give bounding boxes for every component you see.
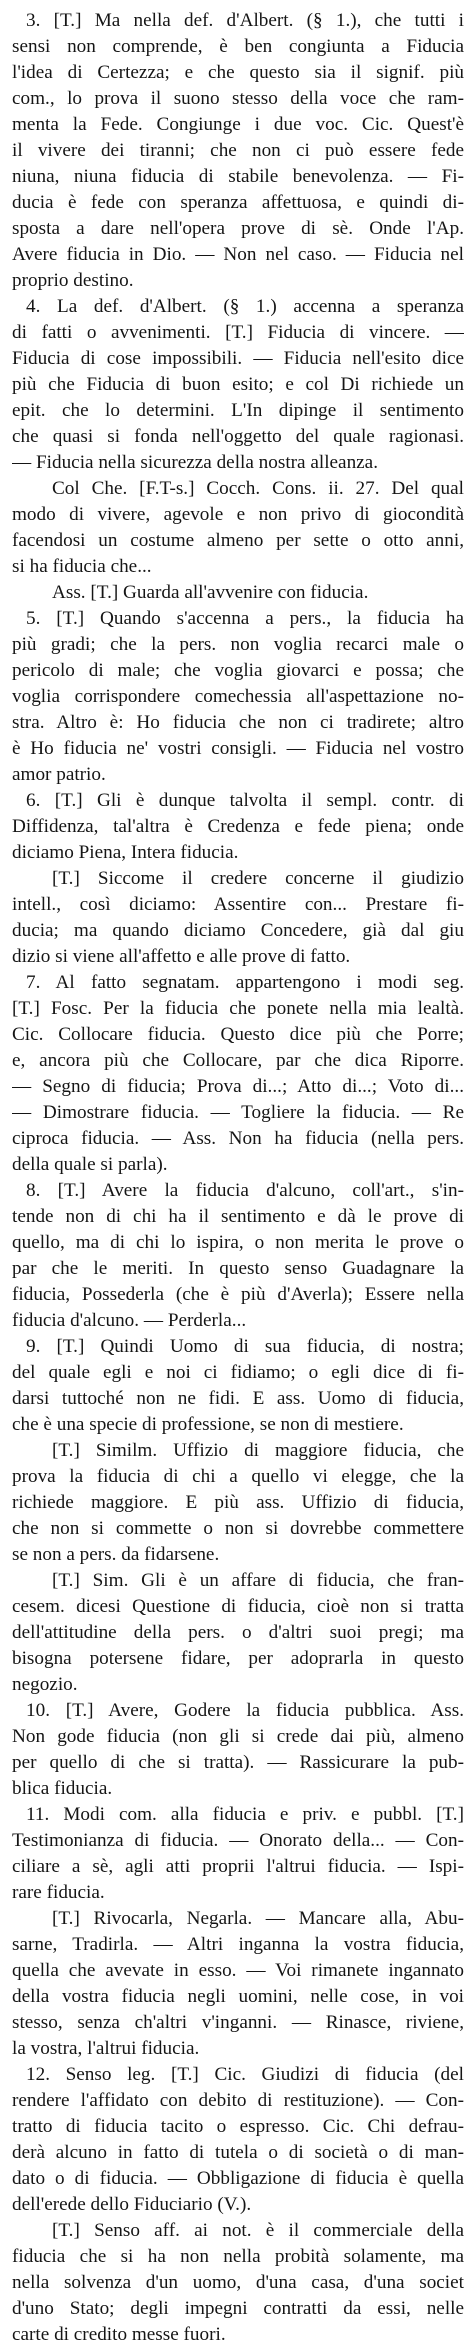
- text-line: è Ho fiducia ne' vostri consigli. — Fiducia nel vostro: [12, 738, 464, 759]
- text-line: più che Fiducia di buon esito; e col Di richiede un: [12, 374, 464, 395]
- text-line: 6. [T.] Gli è dunque talvolta il sempl. contr. di: [26, 790, 464, 811]
- text-line: quello, ma di chi lo ispira, o non merita le prove o: [12, 1232, 464, 1253]
- text-line: proprio destino.: [12, 270, 134, 291]
- text-line: ciproca fiducia. — Ass. Non ha fiducia (nella pers.: [12, 1128, 464, 1149]
- text-line: tratto di fiducia tacito o espresso. Cic. Chi defrau-: [12, 2116, 464, 2137]
- text-line: dell'attitudine della pers. o d'altri suoi pregi; ma: [12, 1622, 464, 1643]
- text-line: 7. Al fatto segnatam. appartengono i modi seg.: [26, 972, 464, 993]
- text-line: [T.] Sim. Gli è un affare di fiducia, che fran-: [52, 1570, 464, 1591]
- text-line: — Dimostrare fiducia. — Togliere la fiducia. — Re: [12, 1102, 464, 1123]
- text-line: per quello di che si tratta). — Rassicurare la pub-: [12, 1752, 464, 1773]
- text-line: dato o di fiducia. — Obbligazione di fiducia è quella: [12, 2168, 464, 2189]
- text-line: che non si commette o non si dovrebbe commettere: [12, 1518, 464, 1539]
- text-line: Diffidenza, tal'altra è Credenza e fede piena; onde: [12, 816, 464, 837]
- text-line: stesso, senza ch'altri v'inganni. — Rinasce, riviene,: [12, 2012, 464, 2033]
- text-line: l'idea di Certezza; e che questo sia il signif. più: [12, 62, 464, 83]
- text-line: la vostra, l'altrui fiducia.: [12, 2038, 200, 2059]
- text-line: amor patrio.: [12, 764, 106, 785]
- text-line: quella che avevate in esso. — Voi rimanete ingannato: [12, 1960, 464, 1981]
- text-line: 8. [T.] Avere la fiducia d'alcuno, coll'art., s'in-: [26, 1180, 464, 1201]
- text-line: 4. La def. d'Albert. (§ 1.) accenna a speranza: [26, 296, 464, 317]
- text-line: rendere l'affidato con debito di restituzione). — Con-: [12, 2090, 464, 2111]
- text-line: [T.] Siccome il credere concerne il giudizio: [52, 868, 464, 889]
- text-line: 11. Modi com. alla fiducia e priv. e pubbl. [T.]: [26, 1804, 464, 1825]
- text-line: bisogna potersene fidare, per adoprarla in questo: [12, 1648, 464, 1669]
- text-line: [T.] Rivocarla, Negarla. — Mancare alla, Abu-: [52, 1908, 464, 1929]
- text-line: Fiducia di cose impossibili. — Fiducia nell'esito dice: [12, 348, 464, 369]
- text-line: 9. [T.] Quindi Uomo di sua fiducia, di nostra;: [26, 1336, 464, 1357]
- text-line: sarne, Tradirla. — Altri inganna la vostra fiducia,: [12, 1934, 464, 1955]
- text-line: negozio.: [12, 1674, 78, 1695]
- text-line: rare fiducia.: [12, 1882, 105, 1903]
- text-line: Testimonianza di fiducia. — Onorato della... — Con-: [12, 1830, 464, 1851]
- text-line: sensi non comprende, è ben congiunta a Fiducia: [12, 36, 464, 57]
- text-line: fiducia d'alcuno. — Perderla...: [12, 1310, 247, 1331]
- text-line: si ha fiducia che...: [12, 556, 152, 577]
- text-line: [T.] Fosc. Per la fiducia che ponete nella mia lealtà.: [12, 998, 464, 1019]
- text-line: del quale egli e noi ci fidiamo; o egli dice di fi-: [12, 1362, 464, 1383]
- text-line: sposta a dare nell'opera prove di sè. Onde l'Ap.: [12, 218, 464, 239]
- text-line: intell., così diciamo: Assentire con... Prestare fi-: [12, 894, 464, 915]
- text-line: diciamo Piena, Intera fiducia.: [12, 842, 239, 863]
- text-line: cesem. dicesi Questione di fiducia, cioè non si tratta: [12, 1596, 464, 1617]
- text-line: derà alcuno in fatto di tutela o di società o di man-: [12, 2142, 464, 2163]
- text-line: fiducia, Possederla (che è più d'Averla); Essere nella: [12, 1284, 464, 1305]
- text-line: — Segno di fiducia; Prova di...; Atto di...; Voto di...: [12, 1076, 464, 1097]
- text-line: menta la Fede. Congiunge i due voc. Cic. Quest'è: [12, 114, 464, 135]
- text-line: richiede maggiore. E più ass. Uffizio di fiducia,: [12, 1492, 464, 1513]
- text-line: facendosi un costume almeno per sette o otto anni,: [12, 530, 464, 551]
- text-line: stra. Altro è: Ho fiducia che non ci tradirete; altro: [12, 712, 464, 733]
- text-line: — Fiducia nella sicurezza della nostra alleanza.: [12, 452, 378, 473]
- text-line: 5. [T.] Quando s'accenna a pers., la fiducia ha: [26, 608, 464, 629]
- text-line: ducia è fede con speranza affettuosa, e quindi di-: [12, 192, 464, 213]
- text-line: Ass. [T.] Guarda all'avvenire con fiducia.: [52, 582, 369, 603]
- text-line: se non a pers. da fidarsene.: [12, 1544, 220, 1565]
- text-line: e, ancora più che Collocare, par che dica Riporre.: [12, 1050, 464, 1071]
- text-line: pericolo di male; che voglia giovarci e possa; che: [12, 660, 464, 681]
- text-line: Avere fiducia in Dio. — Non nel caso. — Fiducia nel: [12, 244, 464, 265]
- text-line: 12. Senso leg. [T.] Cic. Giudizi di fiducia (del: [26, 2064, 464, 2085]
- text-line: [T.] Similm. Uffizio di maggiore fiducia, che: [52, 1440, 464, 1461]
- text-line: com., lo prova il suono stesso della voce che ram-: [12, 88, 464, 109]
- text-line: della vostra fiducia negli uomini, nelle cose, in voi: [12, 1986, 464, 2007]
- text-line: ciliare a sè, agli atti proprii l'altrui fiducia. — Ispi-: [12, 1856, 464, 1877]
- text-line: fiducia che si ha non nella probità solamente, ma: [12, 2246, 464, 2267]
- text-line: il vivere dei tiranni; che non ci può essere fede: [12, 140, 464, 161]
- text-line: modo di vivere, agevole e non privo di giocondità: [12, 504, 464, 525]
- text-line: prova la fiducia di chi a quello vi elegge, che la: [12, 1466, 464, 1487]
- text-line: di fatti o avvenimenti. [T.] Fiducia di vincere. —: [12, 322, 464, 343]
- text-line: [T.] Senso aff. ai not. è il commerciale della: [52, 2220, 464, 2241]
- text-line: nella solvenza d'un uomo, d'una casa, d'una societ: [12, 2272, 464, 2293]
- text-line: 3. [T.] Ma nella def. d'Albert. (§ 1.), che tutti i: [26, 10, 464, 31]
- text-line: epit. che lo determini. L'In dipinge il sentimento: [12, 400, 464, 421]
- text-line: dell'erede dello Fiduciario (V.).: [12, 2194, 252, 2215]
- text-line: darsi tuttoché non ne fidi. E ass. Uomo di fiducia,: [12, 1388, 464, 1409]
- text-line: niuna, niuna fiducia di stabile benevolenza. — Fi-: [12, 166, 464, 187]
- text-line: che quasi si fonda nell'oggetto del quale ragionasi.: [12, 426, 464, 447]
- text-line: voglia corrispondere comechessia all'aspettazione no-: [12, 686, 464, 707]
- text-line: ducia; ma quando diciamo Concedere, già dal giu: [12, 920, 464, 941]
- text-line: par che le meriti. In questo senso Guadagnare la: [12, 1258, 464, 1279]
- text-line: blica fiducia.: [12, 1778, 113, 1799]
- text-line: Non gode fiducia (non gli si crede dai più, almeno: [12, 1726, 464, 1747]
- text-line: che è una specie di professione, se non di mestiere.: [12, 1414, 404, 1435]
- text-line: più gradi; che la pers. non voglia recarci male o: [12, 634, 464, 655]
- text-line: della quale si parla).: [12, 1154, 168, 1175]
- text-line: 10. [T.] Avere, Godere la fiducia pubblica. Ass.: [26, 1700, 464, 1721]
- text-line: tende non di chi ha il sentimento e dà le prove di: [12, 1206, 464, 1227]
- text-line: Cic. Collocare fiducia. Questo dice più che Porre;: [12, 1024, 464, 1045]
- text-line: Col Che. [F.T-s.] Cocch. Cons. ii. 27. Del qual: [52, 478, 464, 499]
- text-line: dizio si viene all'affetto e alle prove di fatto.: [12, 946, 351, 967]
- text-line: carte di credito messe fuori.: [12, 2324, 226, 2345]
- text-line: d'uno Stato; degli impegni contratti da essi, nelle: [12, 2298, 464, 2319]
